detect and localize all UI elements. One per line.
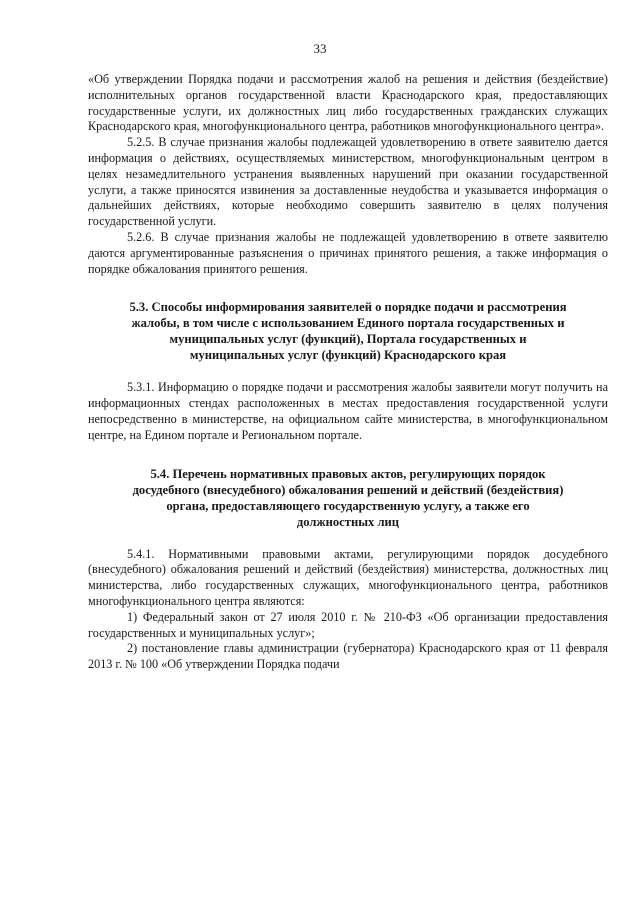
- section-heading-5-4: 5.4. Перечень нормативных правовых актов, регулирующих порядок досудебного (внесудебного) обжалования решений и действий (бездействия) органа, предоставляющего государственную услугу, а также его должностных лиц: [132, 466, 564, 529]
- list-item-2: 2) постановление главы администрации (губернатора) Краснодарского края от 11 февраля 2013 г. № 100 «Об утверждении Порядка подачи: [88, 641, 608, 672]
- paragraph-5-4-1: 5.4.1. Нормативными правовыми актами, регулирующими порядок досудебного (внесудебного) обжалования решений и действий (бездействия) министерства, должностных лиц министерства, либо государственных служащих, многофункционального центра, работников многофункционального центра являются:: [88, 546, 608, 608]
- section-heading-5-3: 5.3. Способы информирования заявителей о порядке подачи и рассмотрения жалобы, в том числе с использованием Единого портала государственных и муниципальных услуг (функций), Портала государственных и муниципальных услуг (функций) Краснодарского края: [129, 300, 567, 363]
- page-number: 33: [313, 41, 327, 56]
- spacer: [88, 363, 608, 380]
- paragraph-5-3-1: 5.3.1. Информацию о порядке подачи и рассмотрения жалобы заявители могут получить на информационных стендах расположенных в местах предоставления государственной услуги непосредственно в министерстве, на официальном сайте министерства, в многофункциональном центре, на Едином портале и Региональном портале.: [88, 380, 608, 442]
- list-item-1: 1) Федеральный закон от 27 июля 2010 г. № 210-ФЗ «Об организации предоставления государственных и муниципальных услуг»;: [88, 609, 608, 640]
- spacer: [88, 277, 608, 299]
- spacer: [88, 530, 608, 547]
- paragraph-5-2-5: 5.2.5. В случае признания жалобы подлежащей удовлетворению в ответе заявителю дается информация о действиях, осуществляемых министерством, многофункциональным центром в целях незамедлительного устранения выявленных нарушений при оказании государственной услуги, а также приносятся извинения за доставленные неудобства и указывается информация о дальнейших действиях, которые необходимо совершить заявителю в целях получения государственной услуги.: [88, 135, 608, 229]
- document-body: [88, 72, 608, 673]
- paragraph-continuation: «Об утверждении Порядка подачи и рассмотрения жалоб на решения и действия (бездействие) исполнительных органов государственной власти Краснодарского края, предоставляющих государственные услуги, их должностных лиц либо государственных гражданских служащих Краснодарского края, многофункционального центра, работников многофункционального центра».: [88, 72, 608, 134]
- spacer: [88, 444, 608, 466]
- paragraph-5-2-6: 5.2.6. В случае признания жалобы не подлежащей удовлетворению в ответе заявителю даются аргументированные разъяснения о причинах принятого решения, а также информация о порядке обжалования принятого решения.: [88, 229, 608, 276]
